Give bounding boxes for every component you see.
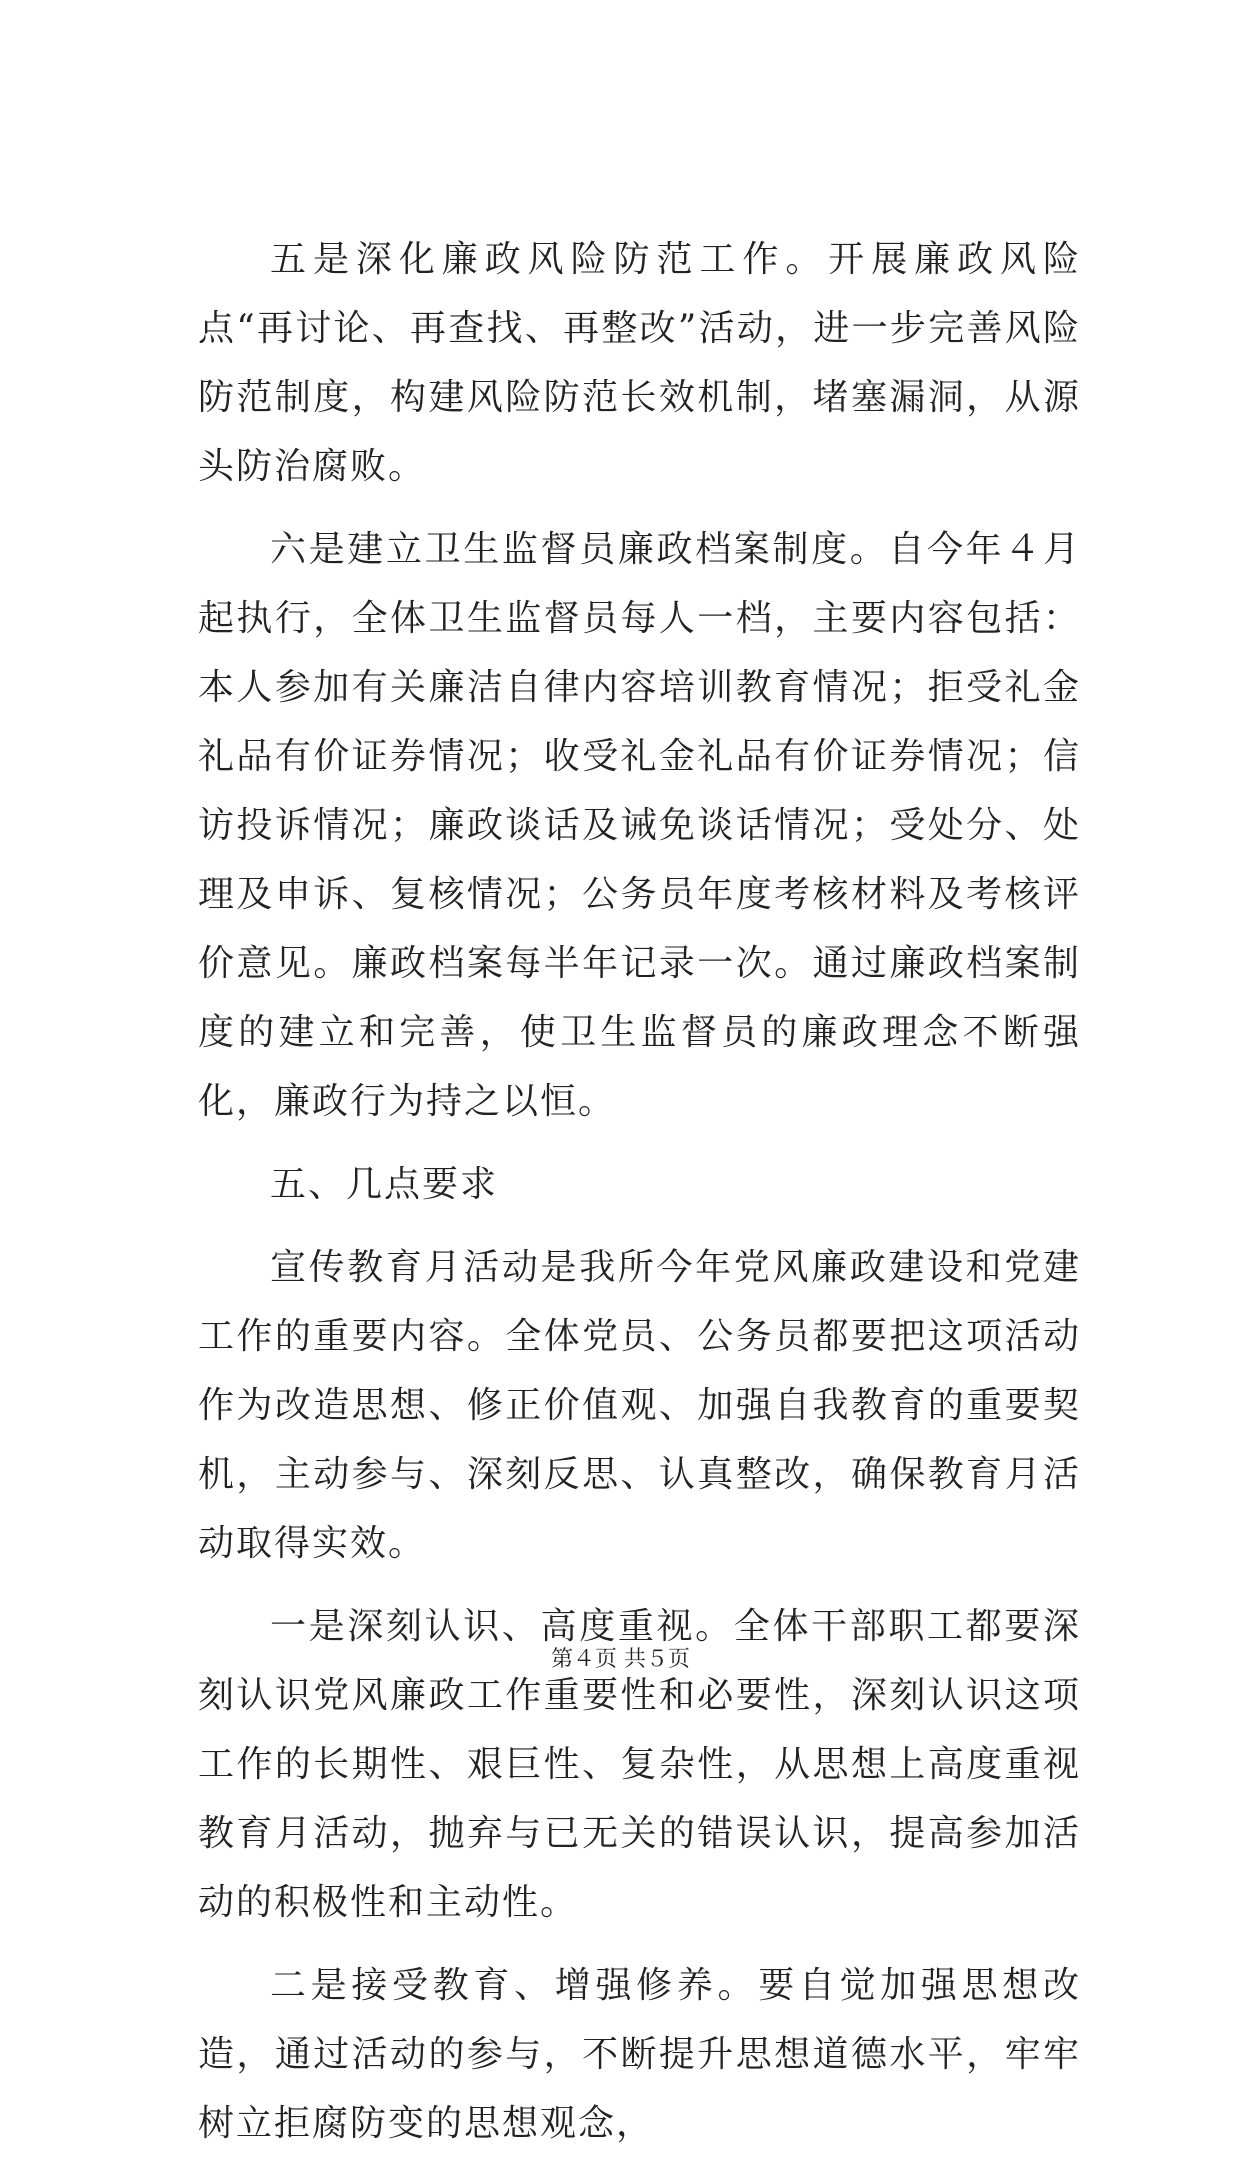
page-number-footer: 第４页 共５页 [551, 1647, 690, 1672]
paragraph-risk-prevention: 五是深化廉政风险防范工作。开展廉政风险点“再讨论、再查找、再整改”活动，进一步完善风险防范制度，构建风险防范长效机制，堵塞漏洞，从源头防治腐败。 [198, 239, 1081, 487]
paragraph-education-month: 宣传教育月活动是我所今年党风廉政建设和党建工作的重要内容。全体党员、公务员都要把这项活动作为改造思想、修正价值观、加强自我教育的重要契机，主动参与、深刻反思、认真整改，确保教育月活动取得实效。 [198, 1247, 1081, 1564]
paragraph-accept-education: 二是接受教育、增强修养。要自觉加强思想改造，通过活动的参与，不断提升思想道德水平，牢牢树立拒腐防变的思想观念， [198, 1965, 1081, 2144]
paragraph-integrity-archive: 六是建立卫生监督员廉政档案制度。自今年４月起执行，全体卫生监督员每人一档，主要内容包括：本人参加有关廉洁自律内容培训教育情况；拒受礼金礼品有价证券情况；收受礼金礼品有价证券情况；信访投诉情况；廉政谈话及诫免谈话情况；受处分、处理及申诉、复核情况；公务员年度考核材料及考核评价意见。廉政档案每半年记录一次。通过廉政档案制度的建立和完善，使卫生监督员的廉政理念不断强化，廉政行为持之以恒。 [198, 529, 1081, 1122]
document-body [198, 225, 1081, 2158]
section-heading-requirements: 五、几点要求 [270, 1164, 499, 1205]
paragraph-deep-understanding: 一是深刻认识、高度重视。全体干部职工都要深刻认识党风廉政工作重要性和必要性，深刻认识这项工作的长期性、艰巨性、复杂性，从思想上高度重视教育月活动，抛弃与已无关的错误认识，提高参加活动的积极性和主动性。 [198, 1606, 1081, 1923]
